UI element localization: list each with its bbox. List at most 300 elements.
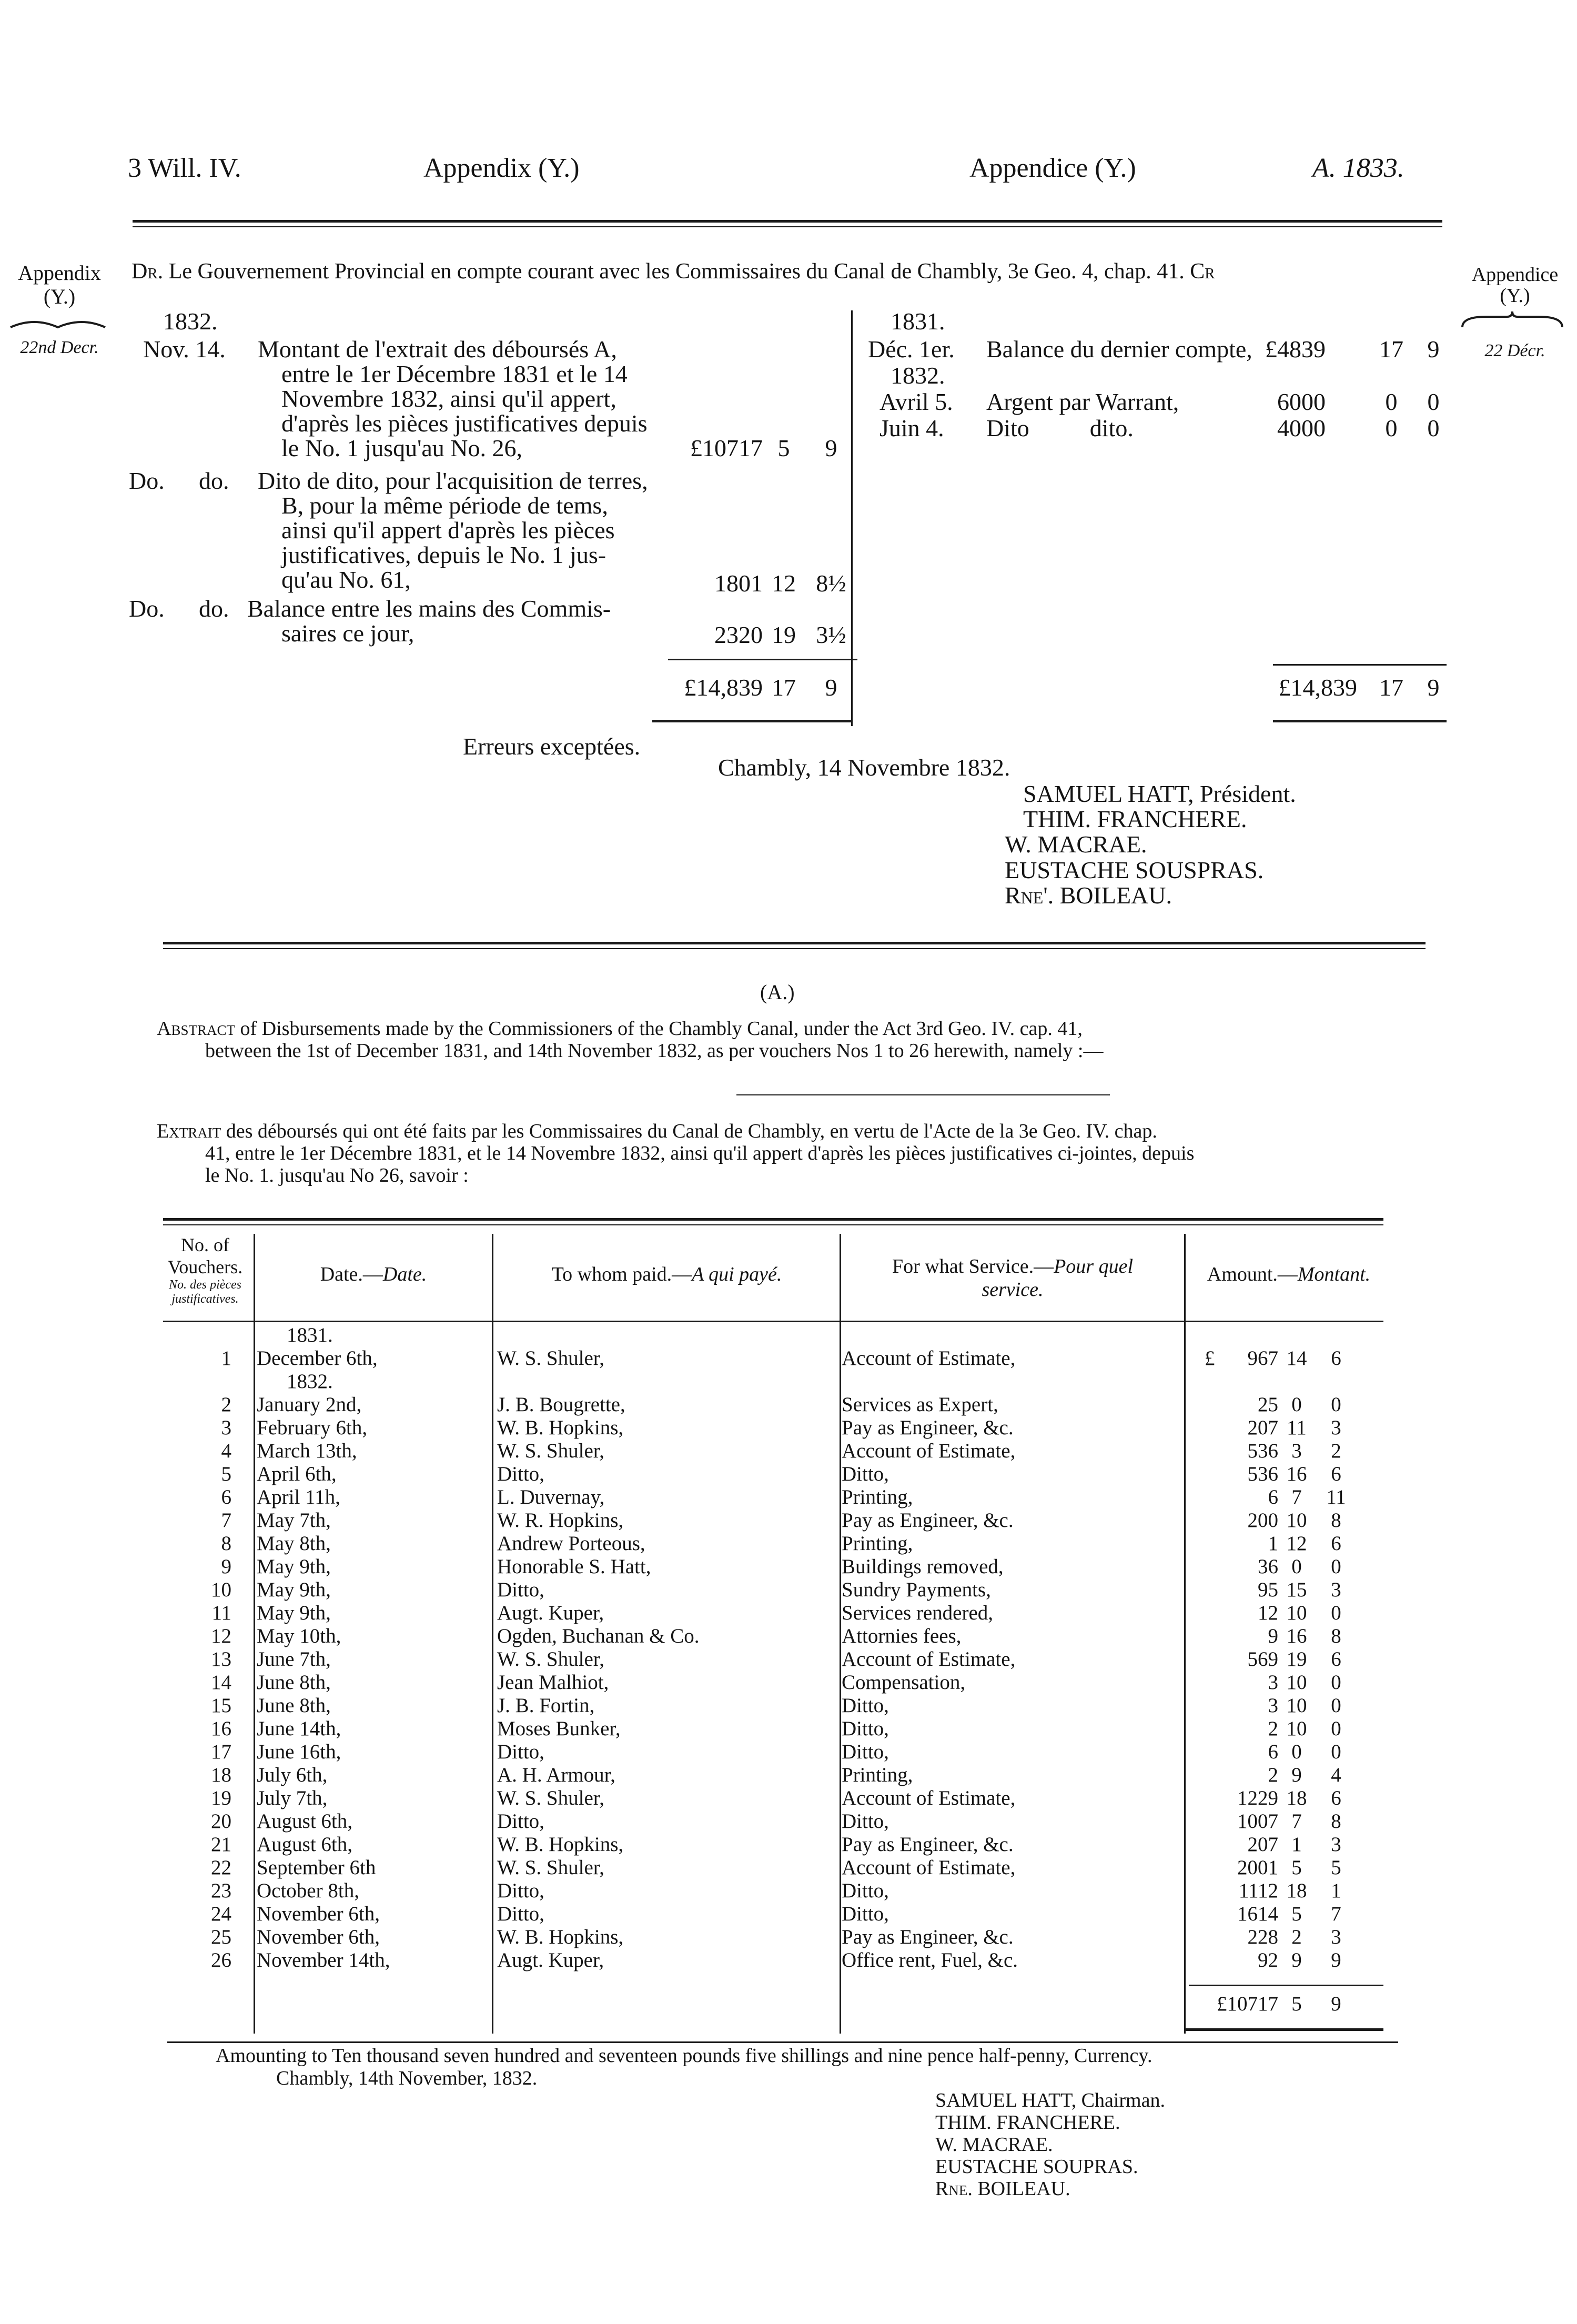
voucher-payee: W. S. Shuler,	[497, 1787, 604, 1809]
debit-shillings-1: 5	[777, 435, 790, 461]
voucher-service: Services as Expert,	[842, 1393, 998, 1416]
footer-rule	[167, 2041, 1398, 2043]
voucher-date: May 9th,	[257, 1602, 331, 1624]
debit-subdate-3: do.	[199, 595, 229, 622]
voucher-number: 18	[211, 1764, 231, 1786]
voucher-shillings: 5	[1291, 1903, 1302, 1925]
header-payee-en: To whom paid.—	[551, 1263, 692, 1285]
debit-year: 1832.	[163, 308, 218, 335]
table-top-rule-thin	[163, 1224, 1383, 1225]
currency-symbol: £	[1205, 1347, 1215, 1370]
header-payee	[497, 1263, 836, 1286]
account-signatory-2: THIM. FRANCHERE.	[1023, 806, 1247, 832]
debit-total-amount: £14,839	[684, 674, 763, 701]
header-payee-fr: A qui payé.	[692, 1263, 782, 1285]
debit-total-pence: 9	[825, 674, 837, 701]
voucher-number: 11	[211, 1602, 231, 1624]
footer-place-date: Chambly, 14th November, 1832.	[276, 2067, 538, 2089]
voucher-date: August 6th,	[257, 1810, 353, 1833]
voucher-pence: 8	[1331, 1810, 1341, 1833]
header-amount-fr: Montant.	[1297, 1263, 1371, 1285]
voucher-number: 13	[211, 1648, 231, 1671]
account-title	[132, 259, 1215, 284]
voucher-date: July 6th,	[257, 1764, 328, 1786]
voucher-number: 1	[221, 1347, 231, 1370]
amount-in-words: Amounting to Ten thousand seven hundred and seventeen pounds five shillings and nine pence half-penny, Currency.	[216, 2045, 1153, 2067]
voucher-shillings: 10	[1286, 1671, 1307, 1694]
credit-amount-3: 6000	[1277, 388, 1326, 415]
margin-right-date: 22 Décr.	[1484, 341, 1545, 360]
voucher-payee: Ditto,	[497, 1463, 544, 1485]
account-signatory-4: EUSTACHE SOUSPRAS.	[1005, 857, 1264, 883]
credit-date-4: Juin 4.	[880, 415, 944, 441]
voucher-date: May 7th,	[257, 1509, 331, 1532]
session-reference: 3 Will. IV.	[128, 153, 241, 183]
voucher-pence: 5	[1331, 1856, 1341, 1879]
voucher-date: June 16th,	[257, 1741, 341, 1763]
voucher-pounds: 1007	[1237, 1810, 1278, 1833]
voucher-shillings: 7	[1291, 1486, 1302, 1508]
debit-date-1: Nov. 14.	[143, 336, 226, 363]
page-year	[1312, 153, 1404, 184]
voucher-shillings: 3	[1291, 1440, 1302, 1462]
voucher-shillings: 9	[1291, 1949, 1302, 1971]
voucher-pence: 9	[1331, 1949, 1341, 1971]
debit-pence-3: 3½	[816, 621, 846, 648]
header-voucher-no-line: No. of	[181, 1234, 229, 1255]
voucher-number: 17	[211, 1741, 231, 1763]
voucher-pounds: 1	[1268, 1532, 1278, 1555]
table-year-1831: 1831.	[287, 1324, 333, 1346]
header-voucher-no-line: Vouchers.	[167, 1256, 243, 1277]
debit-desc-1	[258, 337, 648, 460]
voucher-number: 6	[221, 1486, 231, 1508]
header-rule-thin	[133, 226, 1442, 227]
credit-year: 1831.	[891, 308, 945, 335]
appendix-title-fr: Appendice (Y.)	[969, 153, 1136, 183]
section-rule	[163, 942, 1426, 944]
voucher-pounds: 967	[1247, 1347, 1278, 1370]
voucher-service: Attornies fees,	[842, 1625, 962, 1647]
errors-note: Erreurs exceptées.	[463, 733, 641, 760]
voucher-pence: 0	[1331, 1717, 1341, 1740]
footer-signatory-4: EUSTACHE SOUPRAS.	[935, 2156, 1138, 2178]
footer-signatory-5: Rne. BOILEAU.	[935, 2178, 1070, 2200]
debit-desc-3-line: Balance entre les mains des Commis-	[247, 595, 611, 622]
voucher-payee: W. S. Shuler,	[497, 1347, 604, 1370]
credit-shillings-3: 0	[1385, 388, 1398, 415]
year-prefix: A.	[1312, 153, 1336, 183]
voucher-shillings: 2	[1291, 1926, 1302, 1948]
voucher-service: Ditto,	[842, 1717, 889, 1740]
voucher-service: Services rendered,	[842, 1602, 994, 1624]
right-brace-icon	[1460, 309, 1565, 330]
voucher-service: Account of Estimate,	[842, 1648, 1016, 1671]
credit-sum-rule	[1273, 664, 1447, 666]
debit-pence-2: 8½	[816, 570, 846, 597]
voucher-shillings: 19	[1286, 1648, 1307, 1671]
voucher-shillings: 7	[1291, 1810, 1302, 1833]
voucher-date: September 6th	[257, 1856, 376, 1879]
debit-desc-2	[258, 468, 648, 592]
voucher-payee: W. B. Hopkins,	[497, 1416, 624, 1439]
voucher-shillings: 5	[1291, 1856, 1302, 1879]
voucher-shillings: 14	[1286, 1347, 1307, 1370]
voucher-shillings: 9	[1291, 1764, 1302, 1786]
voucher-service: Pay as Engineer, &c.	[842, 1926, 1014, 1948]
margin-right-label: Appendice	[1471, 264, 1559, 286]
voucher-number: 23	[211, 1879, 231, 1902]
voucher-pence: 3	[1331, 1578, 1341, 1601]
voucher-date: January 2nd,	[257, 1393, 362, 1416]
voucher-number: 8	[221, 1532, 231, 1555]
voucher-pounds: 9	[1268, 1625, 1278, 1647]
left-brace-icon	[8, 314, 108, 332]
credit-year-1832: 1832.	[891, 362, 945, 389]
account-signatory-3: W. MACRAE.	[1005, 831, 1147, 858]
debit-desc-1-line: d'après les pièces justificatives depuis	[281, 410, 648, 437]
voucher-number: 20	[211, 1810, 231, 1833]
abstract-en-text: of Disbursements made by the Commissioners of the Chambly Canal, under the Act 3rd Geo. IV. cap. 41,	[240, 1018, 1083, 1040]
voucher-number: 24	[211, 1903, 231, 1925]
voucher-pounds: 2	[1268, 1717, 1278, 1740]
account-title-text: Le Gouvernement Provincial en compte courant avec les Commissaires du Canal de Chambly, 3e Geo. 4, chap. 41.	[168, 259, 1185, 284]
table-header-rule	[163, 1321, 1383, 1322]
voucher-pence: 0	[1331, 1393, 1341, 1416]
credit-pence-1: 9	[1427, 336, 1440, 363]
voucher-pounds: 1112	[1238, 1879, 1278, 1902]
voucher-service: Account of Estimate,	[842, 1856, 1016, 1879]
voucher-pence: 8	[1331, 1625, 1341, 1647]
debit-amount-2: 1801	[714, 570, 763, 597]
voucher-shillings: 16	[1286, 1463, 1307, 1485]
voucher-number: 19	[211, 1787, 231, 1809]
voucher-payee: Augt. Kuper,	[497, 1602, 604, 1624]
voucher-number: 26	[211, 1949, 231, 1971]
voucher-shillings: 0	[1291, 1741, 1302, 1763]
voucher-pounds: 207	[1247, 1416, 1278, 1439]
credit-date-1: Déc. 1er.	[868, 336, 955, 363]
voucher-pounds: 207	[1247, 1833, 1278, 1856]
voucher-date: June 8th,	[257, 1671, 331, 1694]
voucher-pence: 0	[1331, 1694, 1341, 1717]
voucher-date: November 6th,	[257, 1903, 380, 1925]
credit-total-rule	[1273, 720, 1447, 722]
debit-amount-3: 2320	[714, 621, 763, 648]
voucher-number: 9	[221, 1555, 231, 1578]
table-sum-rule	[1189, 1985, 1383, 1986]
voucher-payee: Augt. Kuper,	[497, 1949, 604, 1971]
debit-shillings-2: 12	[772, 570, 796, 597]
debit-marker: Dr.	[132, 259, 164, 284]
col-divider-date	[492, 1234, 493, 2034]
voucher-pence: 2	[1331, 1440, 1341, 1462]
voucher-shillings: 15	[1286, 1578, 1307, 1601]
voucher-date: May 8th,	[257, 1532, 331, 1555]
credit-desc-4: Dito dito.	[986, 415, 1134, 441]
voucher-date: December 6th,	[257, 1347, 378, 1370]
voucher-payee: L. Duvernay,	[497, 1486, 605, 1508]
voucher-payee: W. B. Hopkins,	[497, 1926, 624, 1948]
voucher-date: February 6th,	[257, 1416, 368, 1439]
appendix-title-en: Appendix (Y.)	[423, 153, 580, 183]
header-voucher-no	[160, 1234, 250, 1306]
debit-date-2: Do.	[129, 467, 165, 494]
abstract-en-lead: Abstract	[157, 1018, 235, 1040]
voucher-pounds: 25	[1258, 1393, 1278, 1416]
voucher-service: Printing,	[842, 1532, 913, 1555]
voucher-service: Printing,	[842, 1764, 913, 1786]
voucher-payee: Ditto,	[497, 1810, 544, 1833]
voucher-service: Pay as Engineer, &c.	[842, 1509, 1014, 1532]
voucher-pounds: 536	[1247, 1440, 1278, 1462]
credit-pence-4: 0	[1427, 415, 1440, 441]
debit-desc-1-line: Novembre 1832, ainsi qu'il appert,	[281, 385, 616, 412]
voucher-payee: Ditto,	[497, 1879, 544, 1902]
voucher-pounds: 2001	[1237, 1856, 1278, 1879]
voucher-service: Ditto,	[842, 1694, 889, 1717]
voucher-payee: J. B. Bougrette,	[497, 1393, 625, 1416]
header-date-en: Date.—	[320, 1263, 383, 1285]
voucher-date: June 14th,	[257, 1717, 341, 1740]
credit-date-3: Avril 5.	[880, 388, 953, 415]
voucher-payee: W. S. Shuler,	[497, 1648, 604, 1671]
voucher-pence: 6	[1331, 1787, 1341, 1809]
voucher-payee: W. B. Hopkins,	[497, 1833, 624, 1856]
voucher-date: August 6th,	[257, 1833, 353, 1856]
voucher-number: 3	[221, 1416, 231, 1439]
voucher-pence: 7	[1331, 1903, 1341, 1925]
voucher-date: May 9th,	[257, 1578, 331, 1601]
account-place-date: Chambly, 14 Novembre 1832.	[718, 754, 1010, 781]
voucher-number: 5	[221, 1463, 231, 1485]
voucher-date: March 13th,	[257, 1440, 357, 1462]
abstract-label: (A.)	[760, 980, 795, 1004]
voucher-service: Ditto,	[842, 1741, 889, 1763]
debit-date-3: Do.	[129, 595, 165, 622]
voucher-payee: Jean Malhiot,	[497, 1671, 609, 1694]
voucher-service: Sundry Payments,	[842, 1578, 991, 1601]
voucher-shillings: 18	[1286, 1879, 1307, 1902]
header-service-fr: service.	[982, 1279, 1044, 1301]
abstract-en-line1	[157, 1017, 1083, 1040]
header-amount-en: Amount.—	[1207, 1263, 1298, 1285]
col-divider-payee	[840, 1234, 841, 2034]
abstract-fr-lead: Extrait	[157, 1120, 221, 1142]
voucher-service: Ditto,	[842, 1810, 889, 1833]
col-divider-no	[254, 1234, 255, 2034]
voucher-number: 7	[221, 1509, 231, 1532]
voucher-date: November 14th,	[257, 1949, 390, 1971]
debit-desc-3	[247, 596, 611, 646]
voucher-number: 12	[211, 1625, 231, 1647]
debit-desc-2-line: ainsi qu'il appert d'après les pièces	[281, 517, 615, 544]
voucher-payee: Moses Bunker,	[497, 1717, 621, 1740]
voucher-pence: 1	[1331, 1879, 1341, 1902]
debit-desc-2-line: qu'au No. 61,	[281, 566, 411, 593]
table-year-1832: 1832.	[287, 1370, 333, 1393]
debit-pence-1: 9	[825, 435, 837, 461]
debit-amount-1: £10717	[690, 435, 763, 461]
voucher-service: Ditto,	[842, 1903, 889, 1925]
voucher-date: June 7th,	[257, 1648, 331, 1671]
voucher-payee: W. S. Shuler,	[497, 1856, 604, 1879]
debit-desc-1-line: le No. 1 jusqu'au No. 26,	[281, 435, 523, 461]
header-voucher-no-fr: No. des pièces	[169, 1278, 241, 1292]
account-signatory-5: Rne'. BOILEAU.	[1005, 882, 1172, 909]
account-signatory-1: SAMUEL HATT, Président.	[1023, 780, 1296, 807]
voucher-payee: W. S. Shuler,	[497, 1440, 604, 1462]
abstract-divider	[736, 1094, 1110, 1095]
voucher-service: Account of Estimate,	[842, 1347, 1016, 1370]
voucher-pounds: 3	[1268, 1694, 1278, 1717]
debit-desc-1-line: Montant de l'extrait des déboursés A,	[258, 336, 617, 363]
voucher-pounds: 228	[1247, 1926, 1278, 1948]
header-voucher-no-fr: justificatives.	[171, 1292, 239, 1306]
credit-total-pence: 9	[1427, 674, 1440, 701]
voucher-shillings: 10	[1286, 1694, 1307, 1717]
voucher-pence: 0	[1331, 1602, 1341, 1624]
voucher-pence: 6	[1331, 1463, 1341, 1485]
margin-left-date: 22nd Decr.	[20, 338, 99, 357]
debit-desc-2-line: B, pour la même période de tems,	[281, 492, 608, 519]
voucher-shillings: 12	[1286, 1532, 1307, 1555]
voucher-service: Compensation,	[842, 1671, 966, 1694]
abstract-en-line2: between the 1st of December 1831, and 14th November 1832, as per vouchers Nos 1 to 26 herewith, namely :—	[205, 1040, 1104, 1062]
voucher-date: July 7th,	[257, 1787, 328, 1809]
voucher-number: 25	[211, 1926, 231, 1948]
voucher-pounds: 2	[1268, 1764, 1278, 1786]
abstract-fr-line1	[157, 1120, 1157, 1143]
debit-total-shillings: 17	[772, 674, 796, 701]
voucher-shillings: 10	[1286, 1717, 1307, 1740]
voucher-date: April 6th,	[257, 1463, 337, 1485]
voucher-pounds: 536	[1247, 1463, 1278, 1485]
voucher-number: 2	[221, 1393, 231, 1416]
header-service-fr: Pour quel	[1054, 1255, 1134, 1277]
credit-shillings-1: 17	[1379, 336, 1403, 363]
voucher-shillings: 10	[1286, 1602, 1307, 1624]
footer-signatory-1: SAMUEL HATT, Chairman.	[935, 2089, 1165, 2111]
footer-signatory-2: THIM. FRANCHERE.	[935, 2111, 1120, 2134]
table-top-rule	[163, 1218, 1383, 1221]
voucher-payee: W. R. Hopkins,	[497, 1509, 624, 1532]
voucher-pounds: 12	[1258, 1602, 1278, 1624]
debit-desc-2-line: justificatives, depuis le No. 1 jus-	[281, 541, 606, 568]
debit-total-rule	[652, 720, 852, 722]
voucher-number: 10	[211, 1578, 231, 1601]
table-total-rule	[1184, 2028, 1383, 2031]
voucher-service: Ditto,	[842, 1879, 889, 1902]
credit-total-shillings: 17	[1379, 674, 1403, 701]
credit-total-amount: £14,839	[1278, 674, 1357, 701]
credit-amount-4: 4000	[1277, 415, 1326, 441]
voucher-pounds: 95	[1258, 1578, 1278, 1601]
voucher-payee: J. B. Fortin,	[497, 1694, 595, 1717]
credit-desc-3: Argent par Warrant,	[986, 388, 1179, 415]
voucher-shillings: 10	[1286, 1509, 1307, 1532]
debit-subdate-2: do.	[199, 467, 229, 494]
voucher-number: 16	[211, 1717, 231, 1740]
credit-shillings-4: 0	[1385, 415, 1398, 441]
voucher-service: Ditto,	[842, 1463, 889, 1485]
voucher-payee: Ditto,	[497, 1578, 544, 1601]
abstract-fr-line3: le No. 1. jusqu'au No 26, savoir :	[205, 1164, 469, 1186]
credit-marker: Cr	[1190, 259, 1215, 284]
voucher-pence: 8	[1331, 1509, 1341, 1532]
abstract-fr-text: des déboursés qui ont été faits par les Commissaires du Canal de Chambly, en vertu de l'Acte de la 3e Geo. IV. chap.	[226, 1120, 1157, 1142]
voucher-date: May 9th,	[257, 1555, 331, 1578]
header-date-fr: Date.	[382, 1263, 427, 1285]
voucher-number: 22	[211, 1856, 231, 1879]
debit-desc-1-line: entre le 1er Décembre 1831 et le 14	[281, 360, 628, 387]
voucher-pounds: 36	[1258, 1555, 1278, 1578]
voucher-date: June 8th,	[257, 1694, 331, 1717]
voucher-payee: Andrew Porteous,	[497, 1532, 645, 1555]
voucher-service: Buildings removed,	[842, 1555, 1004, 1578]
total-pounds: £10717	[1217, 1993, 1278, 2015]
credit-pence-3: 0	[1427, 388, 1440, 415]
voucher-service: Account of Estimate,	[842, 1787, 1016, 1809]
voucher-payee: Honorable S. Hatt,	[497, 1555, 651, 1578]
voucher-pounds: 92	[1258, 1949, 1278, 1971]
header-amount	[1189, 1263, 1389, 1286]
header-rule	[133, 220, 1442, 223]
voucher-number: 21	[211, 1833, 231, 1856]
voucher-shillings: 0	[1291, 1393, 1302, 1416]
voucher-service: Pay as Engineer, &c.	[842, 1833, 1014, 1856]
voucher-pence: 0	[1331, 1555, 1341, 1578]
margin-left-ref: (Y.)	[43, 285, 76, 308]
credit-desc-1: Balance du dernier compte,	[986, 336, 1252, 363]
voucher-pence: 3	[1331, 1833, 1341, 1856]
voucher-payee: Ogden, Buchanan & Co.	[497, 1625, 700, 1647]
account-divider	[851, 310, 853, 726]
voucher-pounds: 3	[1268, 1671, 1278, 1694]
voucher-shillings: 11	[1287, 1416, 1307, 1439]
voucher-pence: 6	[1331, 1532, 1341, 1555]
voucher-number: 14	[211, 1671, 231, 1694]
voucher-number: 4	[221, 1440, 231, 1462]
margin-right-ref: (Y.)	[1500, 285, 1530, 307]
voucher-pence: 6	[1331, 1347, 1341, 1370]
voucher-pounds: 6	[1268, 1486, 1278, 1508]
debit-desc-2-line: Dito de dito, pour l'acquisition de terres,	[258, 467, 648, 494]
voucher-date: November 6th,	[257, 1926, 380, 1948]
header-date	[258, 1263, 489, 1286]
voucher-service: Office rent, Fuel, &c.	[842, 1949, 1018, 1971]
section-rule-thin	[163, 948, 1426, 949]
voucher-pence: 4	[1331, 1764, 1341, 1786]
voucher-payee: Ditto,	[497, 1741, 544, 1763]
margin-left-label: Appendix	[18, 261, 101, 285]
voucher-pence: 3	[1331, 1416, 1341, 1439]
voucher-service: Printing,	[842, 1486, 913, 1508]
debit-sum-rule	[668, 659, 857, 660]
voucher-service: Pay as Engineer, &c.	[842, 1416, 1014, 1439]
voucher-date: April 11h,	[257, 1486, 340, 1508]
voucher-payee: Ditto,	[497, 1903, 544, 1925]
voucher-shillings: 16	[1286, 1625, 1307, 1647]
voucher-pence: 11	[1326, 1486, 1346, 1508]
total-pence: 9	[1331, 1993, 1341, 2015]
voucher-number: 15	[211, 1694, 231, 1717]
voucher-pounds: 569	[1247, 1648, 1278, 1671]
voucher-payee: A. H. Armour,	[497, 1764, 615, 1786]
total-shillings: 5	[1291, 1993, 1302, 2015]
voucher-shillings: 18	[1286, 1787, 1307, 1809]
voucher-pence: 0	[1331, 1671, 1341, 1694]
